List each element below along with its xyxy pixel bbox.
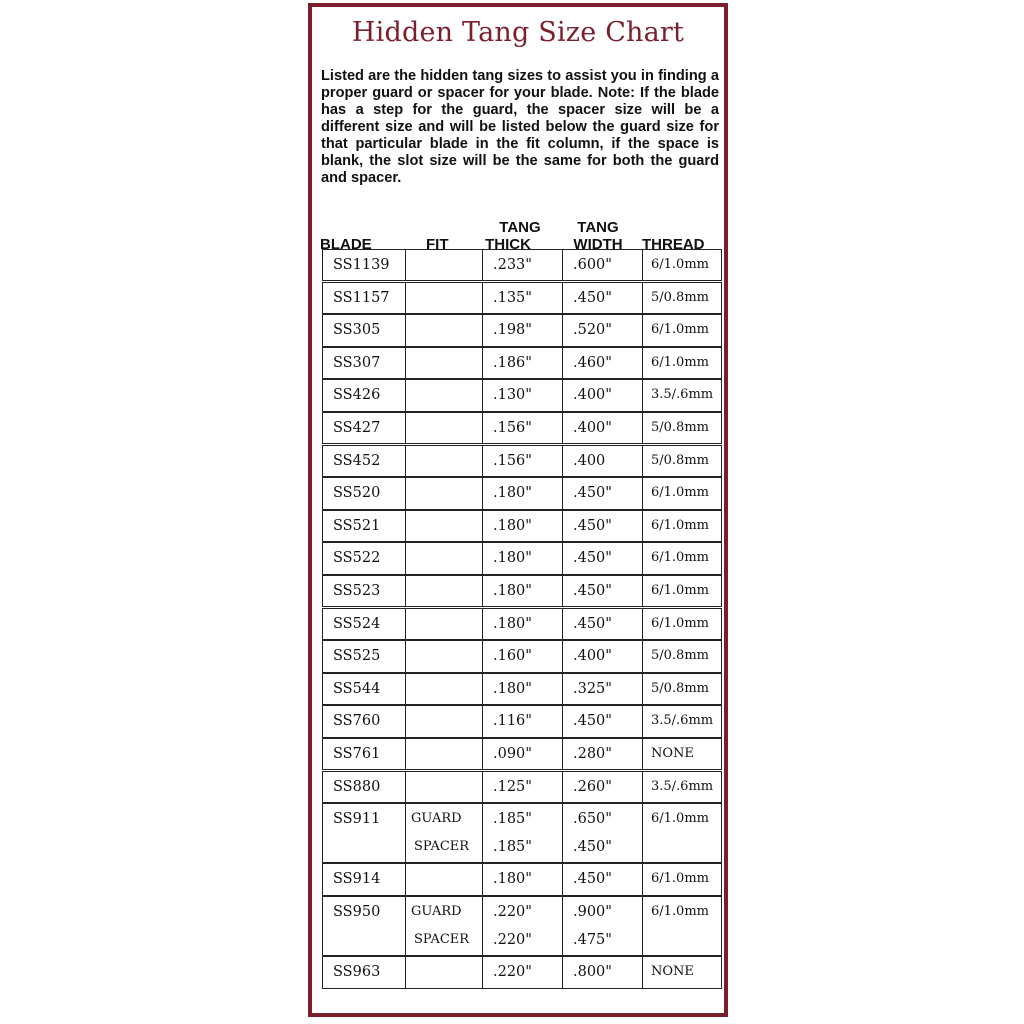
blade-cell (322, 608, 406, 640)
tang-width-cell-text: .600" (573, 257, 612, 273)
fit-cell (405, 379, 483, 411)
table-row (316, 445, 722, 477)
thread-cell (642, 803, 722, 863)
blade-cell (322, 575, 406, 607)
tang-thick-cell (482, 575, 563, 607)
tang-thick-cell-text: .116" (493, 713, 532, 730)
header-blade: BLADE (320, 236, 372, 253)
header-thick-bottom: THICK (485, 236, 531, 253)
thread-cell-text: 6/1.0mm (651, 811, 709, 827)
table-row (316, 412, 722, 444)
fit-cell (405, 896, 483, 956)
tang-thick-cell (482, 477, 563, 509)
blade-cell-text: SS307 (333, 354, 381, 371)
table-row (316, 542, 722, 574)
blade-cell (322, 896, 406, 956)
fit-cell (405, 803, 483, 863)
thread-cell-text: 3.5/.6mm (651, 713, 714, 729)
blade-cell-text: SS523 (333, 583, 381, 599)
tang-thick-cell-text: .130" (493, 387, 532, 404)
thread-cell (642, 738, 722, 770)
table-row (316, 575, 722, 607)
thread-cell-text: 6/1.0mm (651, 904, 709, 919)
tang-thick-cell-text: .180" (493, 615, 532, 632)
table-row (316, 510, 722, 542)
tang-thick-cell (482, 282, 563, 314)
tang-thick-cell-text: .220" (493, 964, 532, 981)
thread-cell-text: 6/1.0mm (651, 517, 709, 533)
tang-thick-cell-text: .180" (493, 550, 532, 567)
blade-cell-text: SS452 (333, 452, 381, 469)
table-row (316, 803, 722, 863)
thread-cell-text: 6/1.0mm (651, 485, 709, 501)
blade-cell (322, 863, 406, 895)
blade-cell (322, 673, 406, 705)
blade-cell-text: SS525 (333, 648, 381, 665)
thread-cell-text: 3.5/.6mm (651, 778, 714, 794)
tang-thick-cell (482, 542, 563, 574)
fit-cell (405, 477, 483, 509)
tang-width-cell (562, 282, 643, 314)
blade-cell (322, 379, 406, 411)
tang-width-cell-text: .450" (573, 485, 612, 502)
tang-width-cell-text: .800" (573, 964, 612, 981)
tang-width-cell-text: .260" (573, 778, 612, 795)
blade-cell-text: SS544 (333, 680, 381, 697)
blade-cell (322, 412, 406, 444)
thread-cell (642, 249, 722, 281)
blade-cell-text: SS911 (333, 811, 381, 828)
tang-thick-cell-text: .156" (493, 420, 532, 436)
blade-cell-text: SS880 (333, 778, 381, 795)
header-thick-top: TANG (499, 219, 541, 236)
fit-cell (405, 575, 483, 607)
tang-thick-cell-text: .180" (493, 680, 532, 697)
blade-cell-text: SS914 (333, 871, 381, 888)
fit-cell (405, 314, 483, 346)
thread-cell-text: 3.5/.6mm (651, 387, 714, 403)
tang-width-cell (562, 379, 643, 411)
fit-cell (405, 282, 483, 314)
fit-cell (405, 673, 483, 705)
thread-cell (642, 956, 722, 988)
table-row (316, 673, 722, 705)
thread-cell-text: 6/1.0mm (651, 550, 709, 566)
size-chart-card (308, 3, 728, 1017)
fit-cell (405, 705, 483, 737)
table-row (316, 379, 722, 411)
tang-width-cell (562, 314, 643, 346)
thread-cell (642, 863, 722, 895)
blade-cell (322, 542, 406, 574)
tang-width-cell (562, 347, 643, 379)
table-row (316, 771, 722, 803)
table-row (316, 705, 722, 737)
tang-width-cell-text: .400" (573, 648, 612, 665)
tang-thick-cell (482, 771, 563, 803)
tang-width-cell (562, 249, 643, 281)
fit-cell-text-2: SPACER (414, 932, 470, 947)
table-row (316, 896, 722, 956)
table-row (316, 314, 722, 346)
tang-width-cell (562, 803, 643, 863)
thread-cell (642, 412, 722, 444)
thread-cell-text: 5/0.8mm (651, 680, 709, 696)
thread-cell (642, 445, 722, 477)
thread-cell-text: 5/0.8mm (651, 452, 709, 468)
tang-thick-cell-text-2: .185" (493, 839, 532, 856)
thread-cell-text: 6/1.0mm (651, 871, 709, 887)
tang-thick-cell (482, 249, 563, 281)
thread-cell (642, 771, 722, 803)
tang-thick-cell-text: .180" (493, 517, 532, 534)
tang-width-cell (562, 738, 643, 770)
blade-cell (322, 347, 406, 379)
header-thread: THREAD (642, 236, 705, 253)
tang-width-cell-text: .400 (573, 452, 606, 469)
tang-thick-cell (482, 705, 563, 737)
tang-thick-cell-text: .220" (493, 904, 532, 920)
header-width-top: TANG (577, 219, 619, 236)
blade-cell-text: SS522 (333, 550, 381, 567)
blade-cell (322, 803, 406, 863)
table-row (316, 249, 722, 281)
tang-thick-cell-text: .185" (493, 811, 532, 828)
thread-cell-text: 5/0.8mm (651, 289, 709, 305)
blade-cell-text: SS963 (333, 964, 381, 981)
thread-cell-text: NONE (651, 964, 694, 980)
tang-width-cell (562, 956, 643, 988)
tang-width-cell-text-2: .475" (573, 932, 612, 948)
tang-width-cell (562, 608, 643, 640)
blade-cell (322, 738, 406, 770)
tang-thick-cell (482, 738, 563, 770)
thread-cell-text: 5/0.8mm (651, 648, 709, 664)
blade-cell-text: SS950 (333, 904, 381, 920)
tang-thick-cell-text: .180" (493, 583, 532, 599)
blade-cell (322, 477, 406, 509)
tang-thick-cell-text: .233" (493, 257, 532, 273)
fit-cell (405, 510, 483, 542)
fit-cell (405, 445, 483, 477)
blade-cell-text: SS521 (333, 517, 381, 534)
tang-width-cell-text: .460" (573, 354, 612, 371)
blade-cell-text: SS524 (333, 615, 381, 632)
table-row (316, 608, 722, 640)
thread-cell-text: 6/1.0mm (651, 583, 709, 598)
thread-cell (642, 314, 722, 346)
tang-thick-cell (482, 863, 563, 895)
fit-cell (405, 640, 483, 672)
table-row (316, 282, 722, 314)
table-row (316, 477, 722, 509)
thread-cell (642, 608, 722, 640)
blade-cell-text: SS427 (333, 420, 381, 436)
thread-cell (642, 705, 722, 737)
table-row (316, 738, 722, 770)
tang-width-cell-text: .400" (573, 420, 612, 436)
tang-thick-cell-text: .186" (493, 354, 532, 371)
tang-thick-cell (482, 608, 563, 640)
blade-cell-text: SS761 (333, 746, 381, 762)
tang-thick-cell (482, 412, 563, 444)
blade-cell-text: SS760 (333, 713, 381, 730)
tang-width-cell (562, 477, 643, 509)
tang-thick-cell-text: .198" (493, 322, 532, 339)
tang-width-cell-text: .400" (573, 387, 612, 404)
table-row (316, 640, 722, 672)
blade-cell (322, 705, 406, 737)
tang-thick-cell (482, 379, 563, 411)
tang-thick-cell-text: .125" (493, 778, 532, 795)
fit-cell (405, 863, 483, 895)
header-width-bottom: WIDTH (573, 236, 623, 253)
tang-thick-cell (482, 803, 563, 863)
fit-cell (405, 347, 483, 379)
tang-width-cell-text: .450" (573, 517, 612, 534)
tang-width-cell (562, 412, 643, 444)
blade-cell-text: SS1157 (333, 289, 390, 306)
blade-cell (322, 314, 406, 346)
tang-width-cell-text: .325" (573, 680, 612, 697)
tang-thick-cell-text: .180" (493, 871, 532, 888)
fit-cell (405, 956, 483, 988)
table-row (316, 347, 722, 379)
tang-width-cell (562, 575, 643, 607)
tang-width-cell (562, 542, 643, 574)
fit-cell (405, 249, 483, 281)
fit-cell-text-2: SPACER (414, 839, 470, 855)
tang-width-cell-text: .450" (573, 289, 612, 306)
fit-cell (405, 412, 483, 444)
fit-cell (405, 542, 483, 574)
thread-cell (642, 575, 722, 607)
tang-thick-cell (482, 956, 563, 988)
tang-thick-cell (482, 896, 563, 956)
blade-cell (322, 510, 406, 542)
tang-width-cell-text: .450" (573, 713, 612, 730)
blade-cell-text: SS305 (333, 322, 381, 339)
fit-cell (405, 608, 483, 640)
blade-cell (322, 249, 406, 281)
blade-cell-text: SS426 (333, 387, 381, 404)
table-row (316, 863, 722, 895)
thread-cell-text: 6/1.0mm (651, 615, 709, 631)
blade-cell-text: SS1139 (333, 257, 390, 273)
blade-cell-text: SS520 (333, 485, 381, 502)
tang-width-cell-text: .520" (573, 322, 612, 339)
thread-cell (642, 673, 722, 705)
tang-width-cell-text: .450" (573, 871, 612, 888)
thread-cell (642, 477, 722, 509)
thread-cell-text: 6/1.0mm (651, 354, 709, 370)
tang-thick-cell (482, 510, 563, 542)
blade-cell (322, 956, 406, 988)
fit-cell (405, 771, 483, 803)
tang-width-cell (562, 705, 643, 737)
tang-thick-cell (482, 673, 563, 705)
fit-cell-text: GUARD (411, 811, 462, 827)
tang-width-cell-text: .450" (573, 615, 612, 632)
tang-thick-cell-text: .135" (493, 289, 532, 306)
thread-cell (642, 896, 722, 956)
tang-thick-cell (482, 314, 563, 346)
tang-thick-cell (482, 445, 563, 477)
blade-cell (322, 640, 406, 672)
tang-thick-cell-text: .090" (493, 746, 532, 762)
intro-paragraph: Listed are the hidden tang sizes to assist you in finding a proper guard or spacer for your blade. Note: If the blade has a step for the guard, the spacer size will be a different size and will be listed below the guard size for that particular blade in the fit column, if the space is blank, the slot size will be the same for both the guard and spacer. (321, 68, 719, 186)
header-fit: FIT (426, 236, 449, 253)
tang-width-cell-text: .450" (573, 583, 612, 599)
table-row (316, 956, 722, 988)
tang-width-cell (562, 863, 643, 895)
tang-thick-cell-text-2: .220" (493, 932, 532, 948)
tang-thick-cell (482, 640, 563, 672)
tang-width-cell-text: .280" (573, 746, 612, 762)
blade-cell (322, 771, 406, 803)
blade-cell (322, 282, 406, 314)
tang-width-cell-text: .900" (573, 904, 612, 920)
tang-thick-cell-text: .160" (493, 648, 532, 665)
thread-cell (642, 347, 722, 379)
tang-width-cell-text: .450" (573, 550, 612, 567)
tang-width-cell (562, 771, 643, 803)
tang-width-cell-text: .650" (573, 811, 612, 828)
thread-cell-text: 6/1.0mm (651, 257, 709, 272)
tang-width-cell (562, 673, 643, 705)
thread-cell (642, 542, 722, 574)
fit-cell (405, 738, 483, 770)
tang-width-cell (562, 640, 643, 672)
tang-thick-cell-text: .156" (493, 452, 532, 469)
tang-width-cell (562, 510, 643, 542)
thread-cell-text: NONE (651, 746, 694, 761)
thread-cell (642, 640, 722, 672)
tang-thick-cell-text: .180" (493, 485, 532, 502)
thread-cell-text: 5/0.8mm (651, 420, 709, 435)
tang-width-cell (562, 445, 643, 477)
thread-cell-text: 6/1.0mm (651, 322, 709, 338)
fit-cell-text: GUARD (411, 904, 462, 919)
thread-cell (642, 282, 722, 314)
tang-width-cell-text-2: .450" (573, 839, 612, 856)
chart-title: Hidden Tang Size Chart (351, 17, 685, 48)
tang-thick-cell (482, 347, 563, 379)
thread-cell (642, 510, 722, 542)
blade-cell (322, 445, 406, 477)
thread-cell (642, 379, 722, 411)
tang-width-cell (562, 896, 643, 956)
